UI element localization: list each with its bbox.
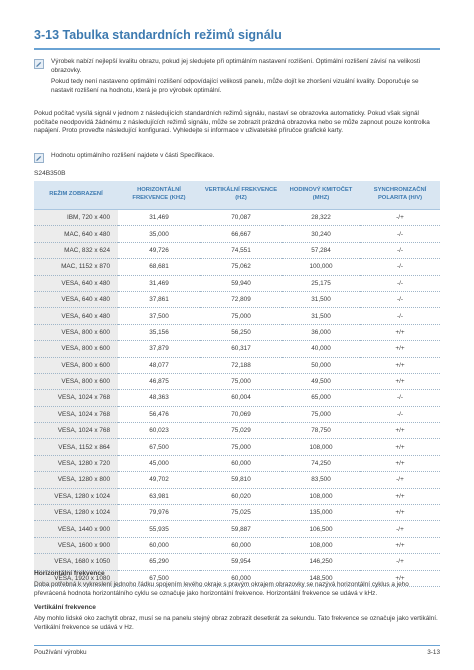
pixel-clock-cell: 146,250 bbox=[282, 554, 360, 570]
specification-note bbox=[34, 152, 440, 164]
sync-polarity-cell: -/+ bbox=[360, 521, 440, 537]
horizontal-frequency-cell: 37,861 bbox=[118, 291, 200, 307]
horizontal-frequency-cell: 35,156 bbox=[118, 324, 200, 340]
horizontal-frequency-cell: 60,000 bbox=[118, 537, 200, 553]
vertical-frequency-cell: 59,810 bbox=[200, 472, 282, 488]
table-row bbox=[34, 521, 440, 537]
table-body bbox=[34, 210, 440, 587]
pixel-clock-cell: 25,175 bbox=[282, 275, 360, 291]
sync-polarity-cell: -/- bbox=[360, 242, 440, 258]
vertical-frequency-cell: 59,954 bbox=[200, 554, 282, 570]
pixel-clock-cell: 49,500 bbox=[282, 373, 360, 389]
sync-polarity-cell: +/+ bbox=[360, 324, 440, 340]
sync-polarity-cell: +/+ bbox=[360, 341, 440, 357]
table-row bbox=[34, 324, 440, 340]
horizontal-frequency-cell: 48,077 bbox=[118, 357, 200, 373]
table-row bbox=[34, 439, 440, 455]
footer-section-name: Používání výrobku bbox=[34, 649, 87, 656]
horizontal-frequency-cell: 45,000 bbox=[118, 455, 200, 471]
display-mode-cell: MAC, 832 x 624 bbox=[34, 242, 118, 258]
sync-polarity-cell: +/+ bbox=[360, 373, 440, 389]
pixel-clock-cell: 108,000 bbox=[282, 439, 360, 455]
sync-polarity-cell: -/- bbox=[360, 406, 440, 422]
display-mode-cell: VESA, 800 x 600 bbox=[34, 357, 118, 373]
vertical-frequency-cell: 75,029 bbox=[200, 423, 282, 439]
header-display-mode: REŽIM ZOBRAZENÍ bbox=[34, 181, 118, 210]
note-icon bbox=[34, 59, 44, 69]
display-mode-cell: VESA, 1440 x 900 bbox=[34, 521, 118, 537]
pixel-clock-cell: 78,750 bbox=[282, 423, 360, 439]
display-mode-cell: VESA, 800 x 600 bbox=[34, 373, 118, 389]
pixel-clock-cell: 106,500 bbox=[282, 521, 360, 537]
horizontal-frequency-cell: 67,500 bbox=[118, 439, 200, 455]
horizontal-frequency-text: Doba potřebná k vykreslení jednoho řádku spojením levého okraje s pravým okrajem obrazovky se nazývá horizontální cyklus a jeho převrácená hodnota horizontálního cyklu se označuje jako horizontální frekvence. Horizontální frekvence se udává v kHz. bbox=[34, 581, 409, 597]
horizontal-frequency-cell: 37,500 bbox=[118, 308, 200, 324]
display-mode-cell: VESA, 1280 x 1024 bbox=[34, 488, 118, 504]
horizontal-frequency-cell: 63,981 bbox=[118, 488, 200, 504]
horizontal-frequency-cell: 49,726 bbox=[118, 242, 200, 258]
footer-divider bbox=[34, 645, 440, 646]
vertical-frequency-cell: 75,000 bbox=[200, 439, 282, 455]
horizontal-frequency-cell: 37,879 bbox=[118, 341, 200, 357]
page-title-wrap bbox=[34, 28, 440, 43]
sync-polarity-cell: +/+ bbox=[360, 488, 440, 504]
horizontal-frequency-cell: 56,476 bbox=[118, 406, 200, 422]
horizontal-frequency-cell: 65,290 bbox=[118, 554, 200, 570]
pixel-clock-cell: 30,240 bbox=[282, 226, 360, 242]
pixel-clock-cell: 108,000 bbox=[282, 537, 360, 553]
vertical-frequency-cell: 56,250 bbox=[200, 324, 282, 340]
header-horizontal-frequency: HORIZONTÁLNÍ FREKVENCE (KHZ) bbox=[118, 181, 200, 210]
horizontal-frequency-cell: 68,681 bbox=[118, 259, 200, 275]
display-mode-cell: MAC, 640 x 480 bbox=[34, 226, 118, 242]
horizontal-frequency-cell: 46,875 bbox=[118, 373, 200, 389]
display-mode-cell: VESA, 1280 x 720 bbox=[34, 455, 118, 471]
vertical-frequency-cell: 59,940 bbox=[200, 275, 282, 291]
horizontal-frequency-cell: 48,363 bbox=[118, 390, 200, 406]
display-mode-cell: VESA, 1680 x 1050 bbox=[34, 554, 118, 570]
horizontal-frequency-cell: 60,023 bbox=[118, 423, 200, 439]
pixel-clock-cell: 65,000 bbox=[282, 390, 360, 406]
sync-polarity-cell: +/+ bbox=[360, 439, 440, 455]
vertical-frequency-cell: 60,004 bbox=[200, 390, 282, 406]
pixel-clock-cell: 74,250 bbox=[282, 455, 360, 471]
table-row bbox=[34, 406, 440, 422]
display-mode-cell: VESA, 1280 x 1024 bbox=[34, 505, 118, 521]
table-row bbox=[34, 505, 440, 521]
model-label: S24B350B bbox=[34, 170, 66, 177]
note-icon bbox=[34, 153, 44, 163]
table-row bbox=[34, 390, 440, 406]
sync-polarity-cell: -/- bbox=[360, 259, 440, 275]
table-row bbox=[34, 373, 440, 389]
display-mode-cell: VESA, 640 x 480 bbox=[34, 275, 118, 291]
table-row bbox=[34, 341, 440, 357]
sync-polarity-cell: -/- bbox=[360, 308, 440, 324]
display-mode-cell: IBM, 720 x 400 bbox=[34, 210, 118, 226]
table-row bbox=[34, 259, 440, 275]
horizontal-frequency-cell: 49,702 bbox=[118, 472, 200, 488]
header-pixel-clock: HODINOVÝ KMITOČET (MHZ) bbox=[282, 181, 360, 210]
vertical-frequency-cell: 70,087 bbox=[200, 210, 282, 226]
vertical-frequency-cell: 72,809 bbox=[200, 291, 282, 307]
horizontal-frequency-cell: 31,469 bbox=[118, 275, 200, 291]
horizontal-frequency-cell: 35,000 bbox=[118, 226, 200, 242]
table-row bbox=[34, 455, 440, 471]
display-mode-cell: VESA, 1600 x 900 bbox=[34, 537, 118, 553]
vertical-frequency-text: Aby mohlo lidské oko zachytit obraz, musí se na panelu stejný obraz zobrazit desetkrát za sekundu. Tato frekvence se označuje jako vertikální. Vertikální frekvence se udává v Hz. bbox=[34, 615, 438, 631]
sync-polarity-cell: +/+ bbox=[360, 357, 440, 373]
pixel-clock-cell: 31,500 bbox=[282, 291, 360, 307]
table-row bbox=[34, 308, 440, 324]
sync-polarity-cell: +/+ bbox=[360, 570, 440, 586]
display-mode-cell: VESA, 1152 x 864 bbox=[34, 439, 118, 455]
page-number: 3-13 bbox=[427, 649, 440, 656]
pixel-clock-cell: 75,000 bbox=[282, 406, 360, 422]
vertical-frequency-cell: 72,188 bbox=[200, 357, 282, 373]
vertical-frequency-cell: 75,000 bbox=[200, 308, 282, 324]
pixel-clock-cell: 36,000 bbox=[282, 324, 360, 340]
table-row bbox=[34, 537, 440, 553]
vertical-frequency-cell: 75,025 bbox=[200, 505, 282, 521]
display-mode-cell: VESA, 1024 x 768 bbox=[34, 406, 118, 422]
sync-polarity-cell: +/+ bbox=[360, 537, 440, 553]
horizontal-frequency-cell: 31,469 bbox=[118, 210, 200, 226]
vertical-frequency-heading: Vertikální frekvence bbox=[34, 604, 96, 611]
sync-polarity-cell: -/- bbox=[360, 390, 440, 406]
pixel-clock-cell: 31,500 bbox=[282, 308, 360, 324]
page-title: 3-13 Tabulka standardních režimů signálu bbox=[34, 28, 282, 42]
sync-polarity-cell: -/+ bbox=[360, 554, 440, 570]
table-row bbox=[34, 472, 440, 488]
horizontal-frequency-cell: 79,976 bbox=[118, 505, 200, 521]
display-mode-cell: VESA, 1024 x 768 bbox=[34, 390, 118, 406]
pixel-clock-cell: 108,000 bbox=[282, 488, 360, 504]
pixel-clock-cell: 50,000 bbox=[282, 357, 360, 373]
table-row bbox=[34, 423, 440, 439]
header-vertical-frequency: VERTIKÁLNÍ FREKVENCE (HZ) bbox=[200, 181, 282, 210]
pixel-clock-cell: 100,000 bbox=[282, 259, 360, 275]
table-row bbox=[34, 242, 440, 258]
header-sync-polarity: SYNCHRONIZAČNÍ POLARITA (H/V) bbox=[360, 181, 440, 210]
intro-paragraph: Pokud počítač vysílá signál v jednom z následujících standardních režimů signálu, nastaví se obrazovka automaticky. Pokud však signál počítače neodpovídá žádnému z následujících režimů signálu, může se zobrazit prázdná obrazovka nebo se může zapnout pouze kontrolka napájení. Proto proveďte následující konfiguraci. Vyhledejte si informace v uživatelské příručce grafické karty. bbox=[34, 110, 430, 135]
vertical-frequency-cell: 70,069 bbox=[200, 406, 282, 422]
sync-polarity-cell: -/+ bbox=[360, 210, 440, 226]
vertical-frequency-cell: 60,317 bbox=[200, 341, 282, 357]
horizontal-frequency-cell: 67,500 bbox=[118, 570, 200, 586]
display-mode-cell: VESA, 1280 x 800 bbox=[34, 472, 118, 488]
vertical-frequency-cell: 60,020 bbox=[200, 488, 282, 504]
table-row bbox=[34, 275, 440, 291]
table-row bbox=[34, 488, 440, 504]
display-mode-cell: VESA, 800 x 600 bbox=[34, 324, 118, 340]
note-text-3: Hodnotu optimálního rozlišení najdete v části Specifikace. bbox=[51, 152, 215, 159]
table-row bbox=[34, 210, 440, 226]
pixel-clock-cell: 135,000 bbox=[282, 505, 360, 521]
signal-mode-table bbox=[34, 181, 440, 587]
vertical-frequency-cell: 60,000 bbox=[200, 537, 282, 553]
vertical-frequency-cell: 60,000 bbox=[200, 455, 282, 471]
sync-polarity-cell: -/- bbox=[360, 275, 440, 291]
pixel-clock-cell: 148,500 bbox=[282, 570, 360, 586]
display-mode-cell: VESA, 640 x 480 bbox=[34, 291, 118, 307]
display-mode-cell: VESA, 1024 x 768 bbox=[34, 423, 118, 439]
vertical-frequency-cell: 74,551 bbox=[200, 242, 282, 258]
horizontal-frequency-heading: Horizontální frekvence bbox=[34, 570, 105, 577]
sync-polarity-cell: -/+ bbox=[360, 472, 440, 488]
sync-polarity-cell: +/+ bbox=[360, 455, 440, 471]
table-header-row bbox=[34, 181, 440, 210]
pixel-clock-cell: 28,322 bbox=[282, 210, 360, 226]
display-mode-cell: VESA, 800 x 600 bbox=[34, 341, 118, 357]
note-text-2: Pokud tedy není nastaveno optimální rozlišení odpovídající velikosti panelu, může dojít ke zhoršení vizuální kvality. Doporučuje se nastavit rozlišení na hodnotu, která je pro výrobek optimální. bbox=[51, 78, 419, 94]
table-row bbox=[34, 554, 440, 570]
sync-polarity-cell: -/- bbox=[360, 291, 440, 307]
pixel-clock-cell: 40,000 bbox=[282, 341, 360, 357]
display-mode-cell: MAC, 1152 x 870 bbox=[34, 259, 118, 275]
note-text-1: Výrobek nabízí nejlepší kvalitu obrazu, pokud jej sledujete při optimálním nastavení rozlišení. Optimální rozlišení závisí na velikosti obrazovky. bbox=[51, 58, 421, 74]
table-row bbox=[34, 291, 440, 307]
display-mode-cell: VESA, 1920 x 1080 bbox=[34, 570, 118, 586]
title-divider bbox=[34, 48, 440, 50]
sync-polarity-cell: -/- bbox=[360, 226, 440, 242]
table-row bbox=[34, 357, 440, 373]
vertical-frequency-cell: 66,667 bbox=[200, 226, 282, 242]
horizontal-frequency-cell: 55,935 bbox=[118, 521, 200, 537]
optimal-resolution-note bbox=[34, 58, 440, 98]
vertical-frequency-cell: 75,062 bbox=[200, 259, 282, 275]
sync-polarity-cell: +/+ bbox=[360, 505, 440, 521]
vertical-frequency-cell: 59,887 bbox=[200, 521, 282, 537]
vertical-frequency-cell: 75,000 bbox=[200, 373, 282, 389]
pixel-clock-cell: 83,500 bbox=[282, 472, 360, 488]
table-row bbox=[34, 226, 440, 242]
sync-polarity-cell: +/+ bbox=[360, 423, 440, 439]
pixel-clock-cell: 57,284 bbox=[282, 242, 360, 258]
vertical-frequency-cell: 60,000 bbox=[200, 570, 282, 586]
display-mode-cell: VESA, 640 x 480 bbox=[34, 308, 118, 324]
